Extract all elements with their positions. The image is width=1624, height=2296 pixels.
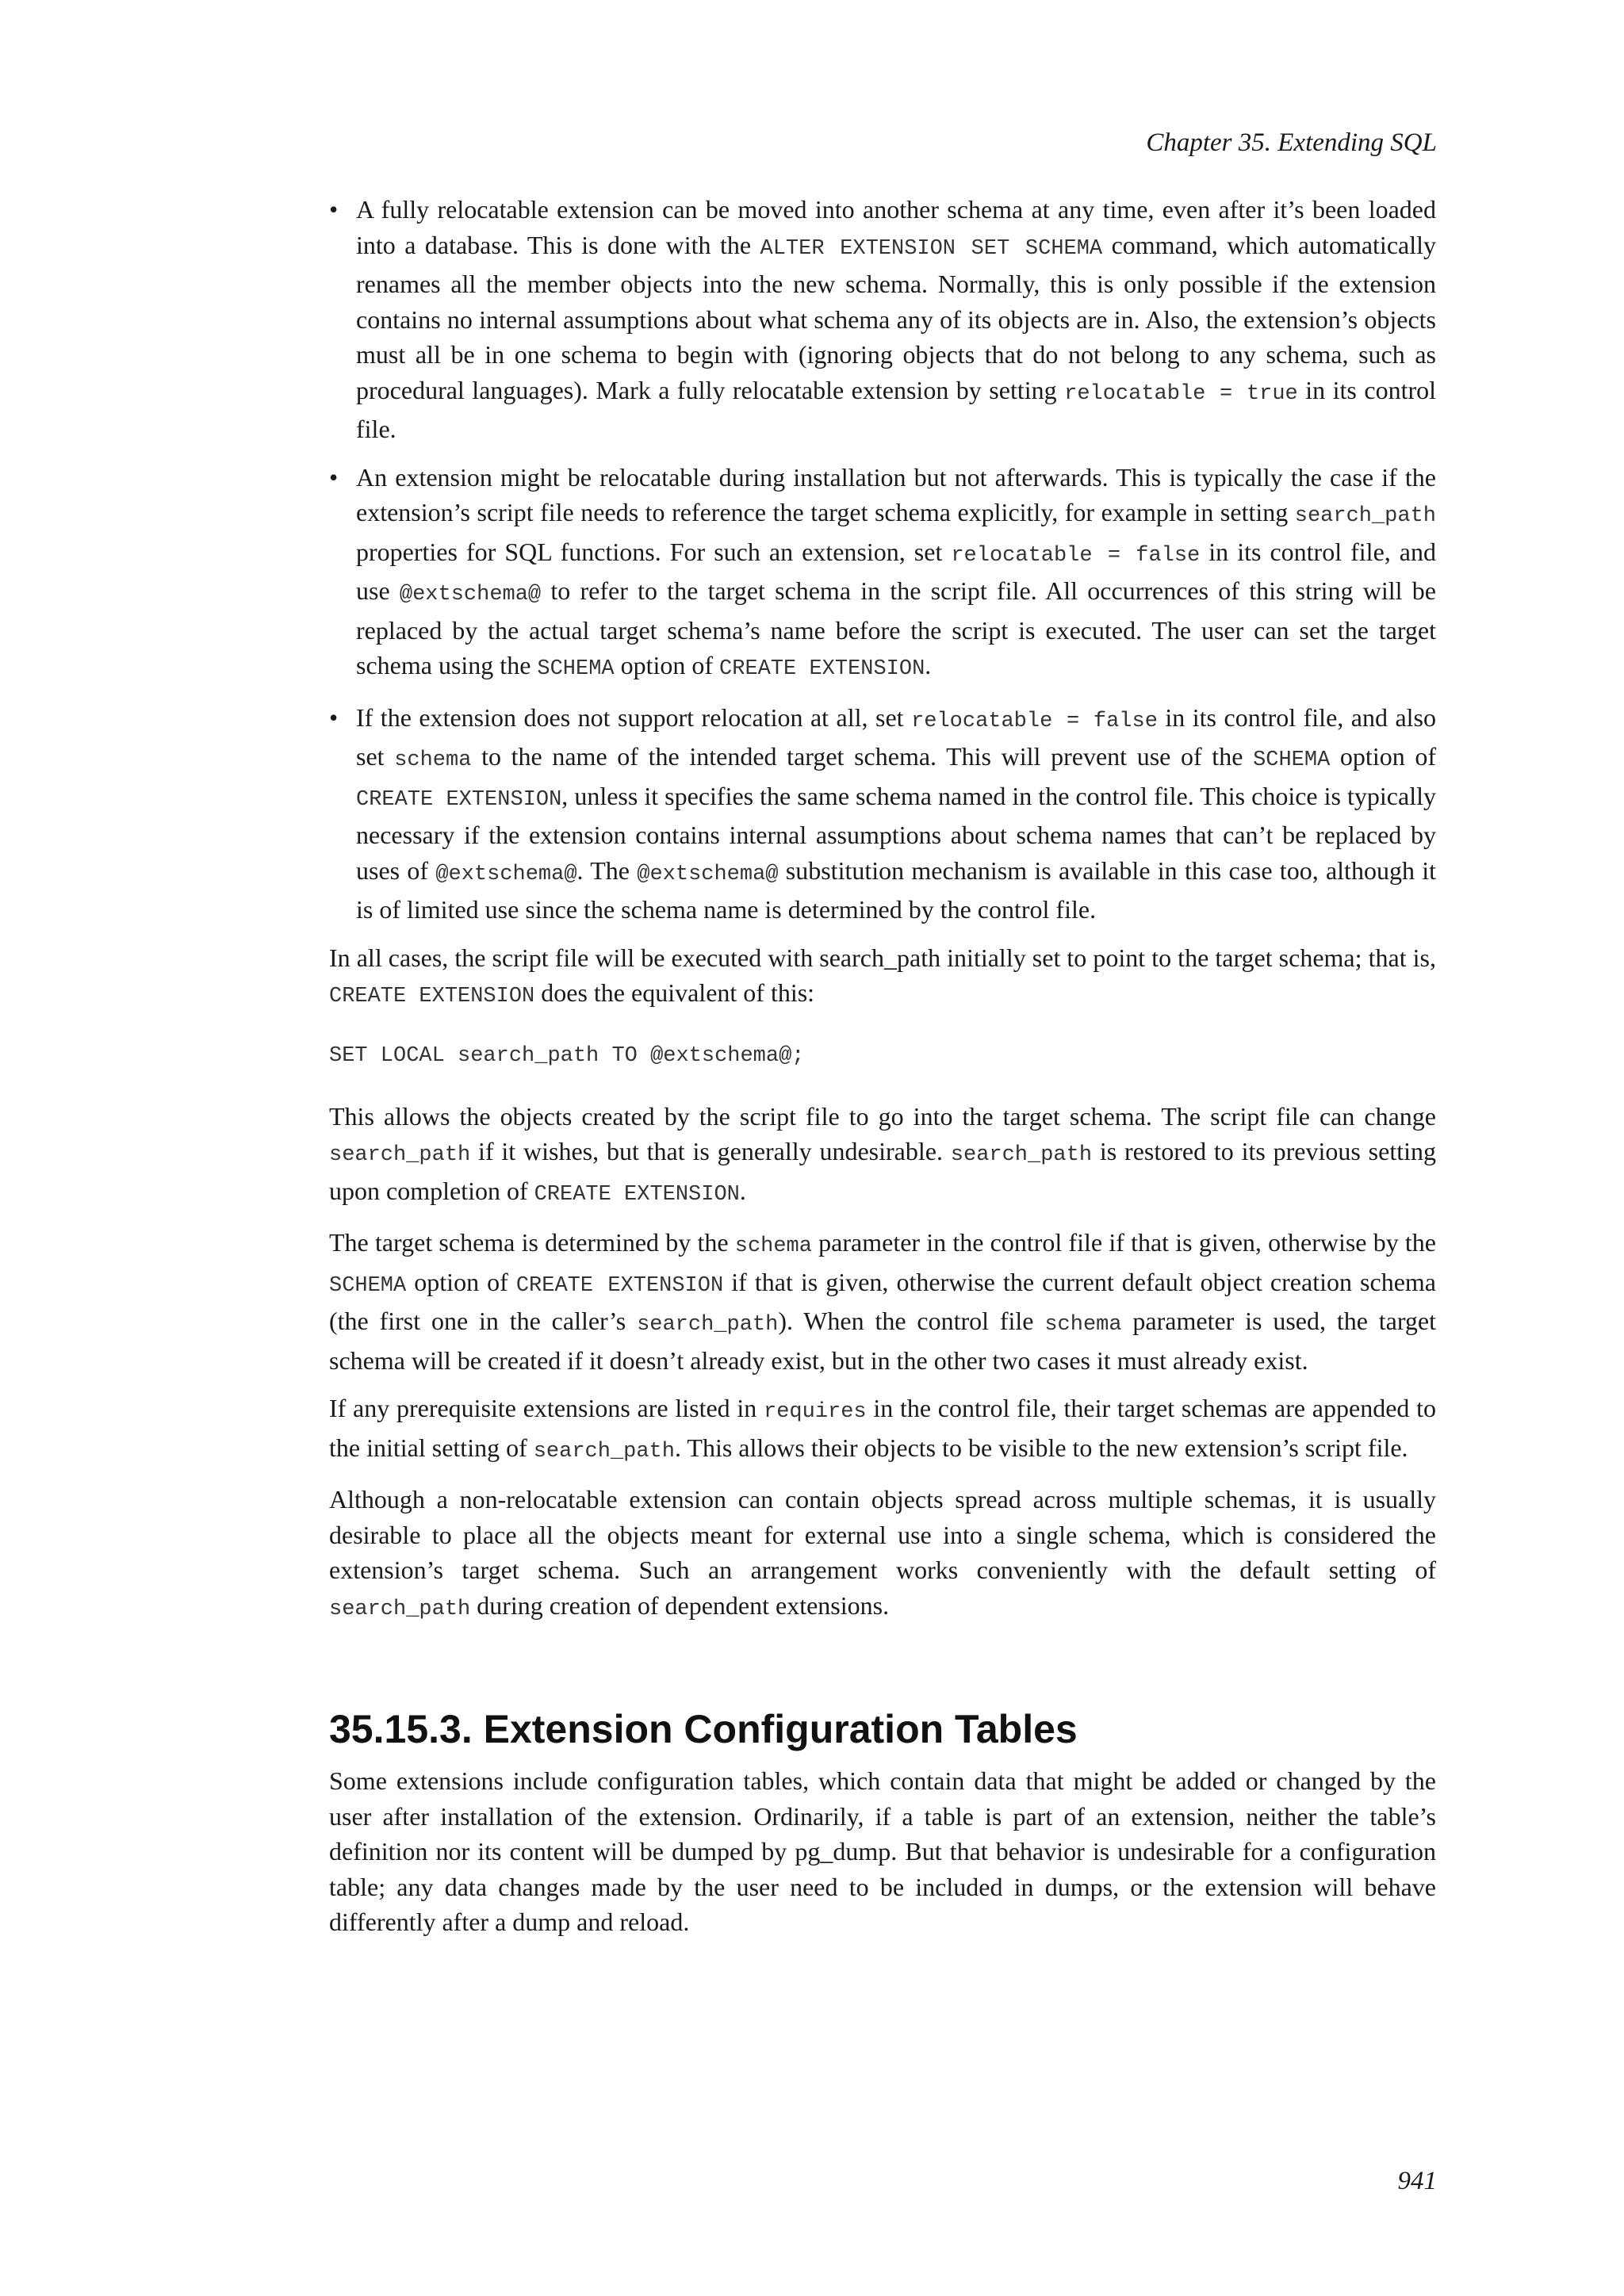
bullet-marker: •: [329, 702, 339, 732]
paragraph: Some extensions include configuration tables, which contain data that might be added or changed by the user after installation of the extension. Ordinarily, if a table is part of an extension, neither the table’s definition nor its content will be dumped by pg_dump. But that behavior is undesirable for a configuration table; any data changes made by the user need to be included in dumps, or the extension will behave differently after a dump and reload.: [329, 1766, 1436, 1936]
code-block: SET LOCAL search_path TO @extschema@;: [329, 1043, 805, 1068]
inline-code: search_path: [637, 1313, 779, 1337]
inline-code: CREATE EXTENSION: [719, 657, 925, 681]
inline-code: search_path: [329, 1143, 471, 1167]
section-heading: 35.15.3. Extension Configuration Tables: [329, 1707, 1078, 1751]
inline-code: requires: [764, 1400, 867, 1424]
inline-code: schema: [1044, 1313, 1122, 1337]
inline-code: SCHEMA: [537, 657, 615, 681]
inline-code: @extschema@: [637, 862, 779, 886]
inline-code: SCHEMA: [1253, 748, 1331, 772]
inline-code: search_path: [950, 1143, 1093, 1167]
paragraph: The target schema is determined by the schema parameter in the control file if that is given, otherwise by the SCHEMA option of CREATE EXTENSION if that is given, otherwise the current default object creation schema (the first one in the caller’s search_path). When the control file schema parameter is used, the target schema will be created if it doesn’t already exist, but in the other two cases it must already exist.: [329, 1228, 1437, 1375]
inline-code: @extschema@: [399, 583, 542, 607]
bullet-text: If the extension does not support relocation at all, set relocatable = false in its control file, and also set schema to the name of the intended target schema. This will prevent use of the SCHEMA option of CREATE EXTENSION, unless it specifies the same schema named in the control file. This choice is typically necessary if the extension contains internal assumptions about schema names that can’t be replaced by uses of @extschema@. The @extschema@ substitution mechanism is available in this case too, although it is of limited use since the schema name is determined by the control file.: [356, 702, 1437, 924]
bullet-item: [329, 192, 1436, 447]
page-content: [329, 192, 1436, 1953]
paragraph: If any prerequisite extensions are listed in requires in the control file, their target schemas are appended to the initial setting of search_path. This allows their objects to be visible to the new extension’s script file.: [329, 1394, 1437, 1464]
inline-code: search_path: [1294, 504, 1436, 528]
bullet-marker: •: [329, 462, 339, 492]
inline-code: relocatable = true: [1064, 381, 1298, 406]
paragraph: In all cases, the script file will be executed with search_path initially set to point to the target schema; that is, CREATE EXTENSION does the equivalent of this:: [329, 943, 1436, 1008]
inline-code: ALTER EXTENSION SET SCHEMA: [760, 236, 1103, 261]
bullet-item: [329, 700, 1436, 928]
paragraph: This allows the objects created by the script file to go into the target schema. The script file can change search_path if it wishes, but that is generally undesirable. search_path is restored to its previous setting upon completion of CREATE EXTENSION.: [329, 1101, 1437, 1207]
inline-code: relocatable = false: [911, 709, 1158, 733]
running-header: Chapter 35. Extending SQL: [1146, 128, 1437, 157]
inline-code: CREATE EXTENSION: [329, 985, 535, 1008]
inline-code: relocatable = false: [951, 543, 1201, 568]
paragraph: Although a non-relocatable extension can contain objects spread across multiple schemas, it is usually desirable to place all the objects meant for external use into a single schema, which is considered the extension’s target schema. Such an arrangement works conveniently with the default setting of search_path during creation of dependent extensions.: [329, 1485, 1436, 1621]
inline-code: CREATE EXTENSION: [515, 1273, 724, 1298]
bullet-item: [329, 460, 1436, 687]
relocation-bullet-list: [329, 192, 1436, 928]
inline-code: search_path: [533, 1439, 675, 1464]
inline-code: @extschema@: [435, 862, 577, 886]
inline-code: schema: [734, 1234, 812, 1258]
page-number: 941: [1397, 2167, 1437, 2195]
inline-code: CREATE EXTENSION: [356, 787, 562, 812]
inline-code: schema: [394, 748, 472, 772]
inline-code: search_path: [329, 1597, 471, 1621]
inline-code: SCHEMA: [329, 1273, 407, 1298]
bullet-text: An extension might be relocatable during installation but not afterwards. This is typically the case if the extension’s script file needs to reference the target schema explicitly, for example in setting search_path properties for SQL functions. For such an extension, set relocatable = false in its control file, and use @extschema@ to refer to the target schema in the script file. All occurrences of this string will be replaced by the actual target schema’s name before the script is executed. The user can set the target schema using the SCHEMA option of CREATE EXTENSION.: [356, 462, 1437, 681]
bullet-text: A fully relocatable extension can be moved into another schema at any time, even after it’s been loaded into a database. This is done with the ALTER EXTENSION SET SCHEMA command, which automatically renames all the member objects into the new schema. Normally, this is only possible if the extension contains no internal assumptions about what schema any of its objects are in. Also, the extension’s objects must all be in one schema to begin with (ignoring objects that do not belong to any schema, such as procedural languages). Mark a fully relocatable extension by setting relocatable = true in its control file.: [356, 195, 1437, 443]
bullet-marker: •: [329, 195, 339, 224]
inline-code: CREATE EXTENSION: [534, 1182, 740, 1207]
